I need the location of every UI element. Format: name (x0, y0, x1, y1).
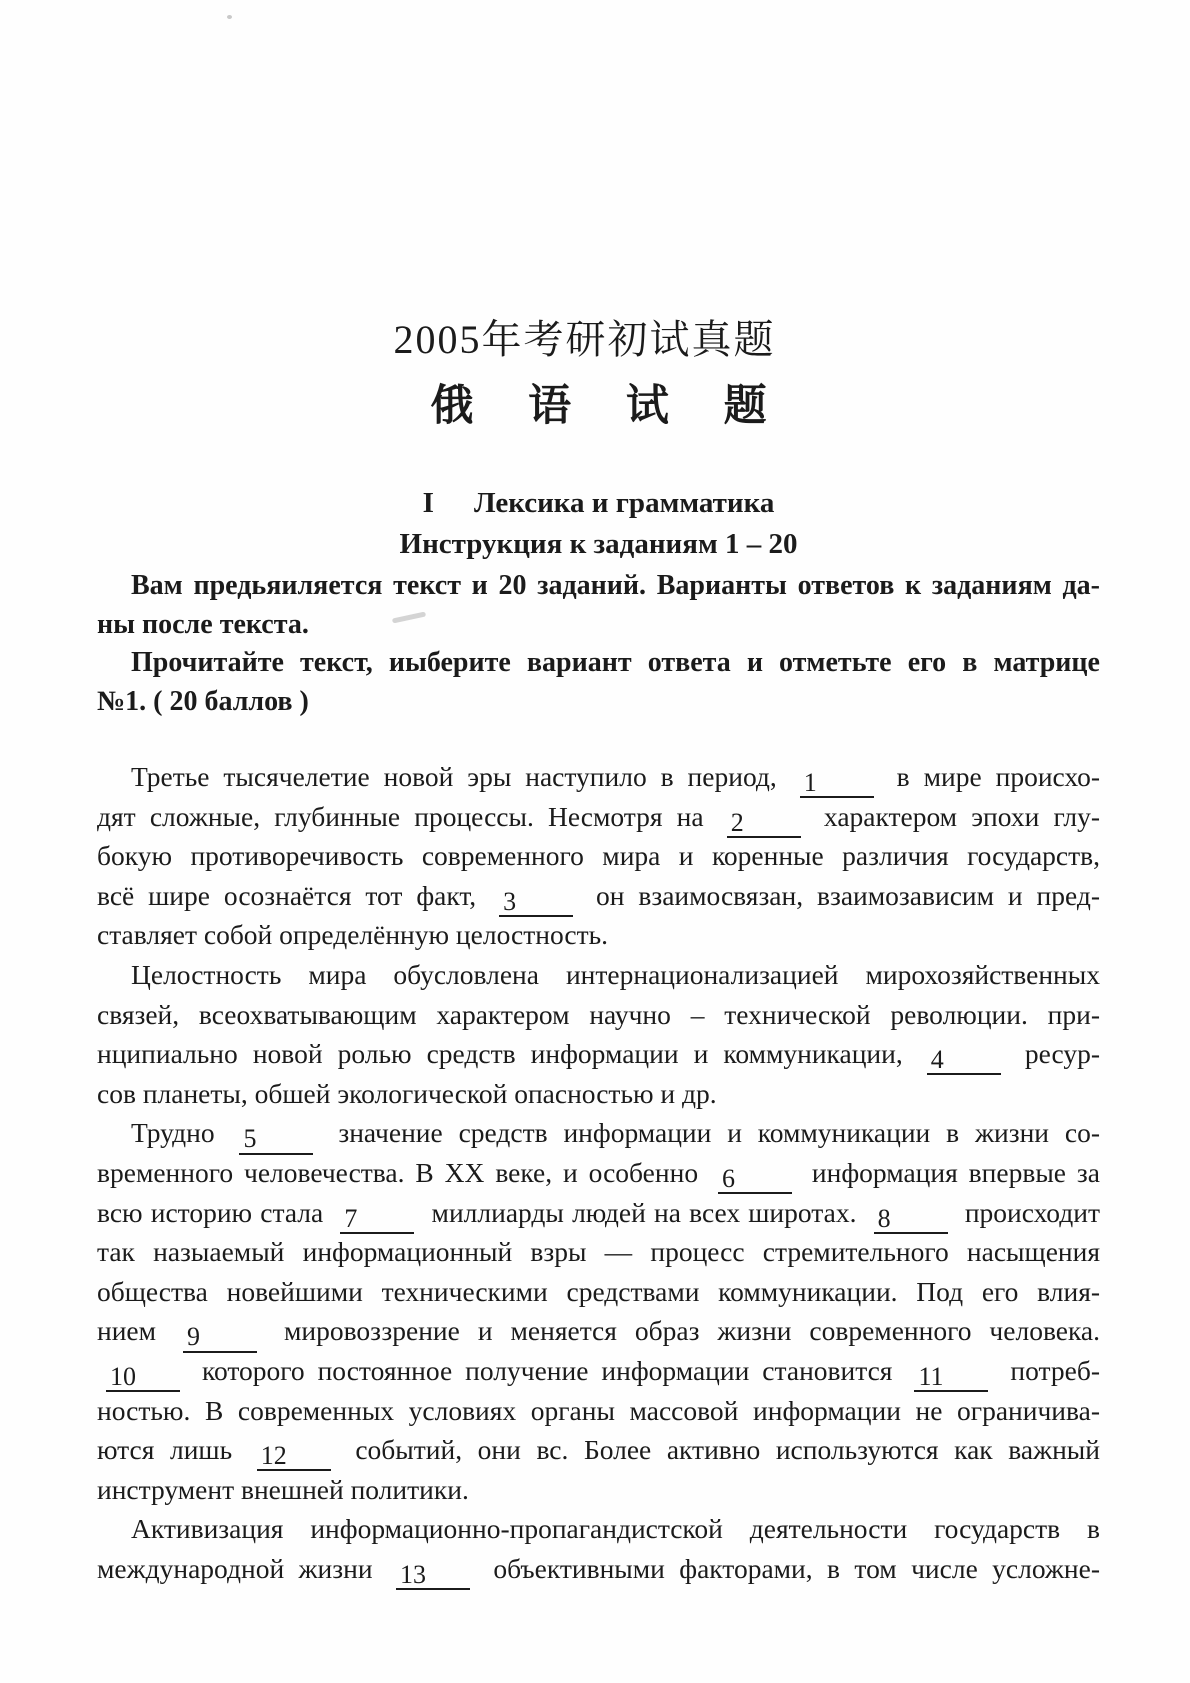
instruction-heading: Инструкция к заданиям 1 – 20 (399, 528, 798, 560)
text-line (97, 955, 1100, 995)
instruction-line (97, 644, 1100, 683)
text-segment: сов планеты, обшей экологической опасностью и др. (97, 1077, 717, 1109)
cloze-blank-3: 3 (499, 888, 573, 917)
cloze-blank-6: 6 (718, 1165, 792, 1194)
text-segment: в мире происхо- (882, 761, 1100, 792)
text-segment: миллиарды людей на всех широтах. (423, 1196, 865, 1228)
instruction-line (97, 606, 1100, 645)
text-line (97, 1509, 1100, 1549)
text-segment: происходит (956, 1196, 1100, 1228)
instruction-line (97, 567, 1100, 606)
text-line (97, 1193, 1100, 1233)
cloze-blank-1: 1 (800, 769, 874, 798)
text-segment: дят сложные, глубинные процессы. Несмотря на (97, 800, 718, 832)
text-line (97, 1549, 1100, 1589)
text-line (97, 1074, 1100, 1114)
text-line (97, 1153, 1100, 1193)
text-segment: Трудно (131, 1117, 231, 1149)
text-segment: общества новейшими техническими средствами коммуникации. Под его влия- (97, 1275, 1100, 1307)
cloze-blank-9: 9 (183, 1323, 257, 1352)
instruction-line (97, 683, 1100, 722)
text-segment: всё шире осознаётся тот факт, (97, 879, 491, 911)
section-title: Лексика и грамматика (473, 487, 775, 519)
cloze-blank-4: 4 (927, 1046, 1001, 1075)
cloze-text-block (97, 757, 1100, 1588)
text-segment: мировоззрение и меняется образ жизни современного человека. (266, 1315, 1100, 1347)
cloze-blank-10: 10 (106, 1363, 180, 1392)
text-segment: так назыаемый информационный взры — процесс стремительного насыщения (97, 1236, 1100, 1268)
text-segment: инструмент внешней политики. (97, 1473, 469, 1505)
text-segment: Активизация информационно-пропагандистской деятельности государств в (131, 1513, 1100, 1545)
text-segment: которого постоянное получение информации становится (189, 1354, 906, 1386)
text-segment: нием (97, 1315, 175, 1347)
text-segment: №1. ( 20 баллов ) (97, 685, 309, 717)
text-line (97, 995, 1100, 1035)
text-line (97, 876, 1100, 916)
document-title: 2005年考研初试真题 (393, 317, 776, 362)
text-segment: событий, они вс. Более активно используются как важный (339, 1434, 1100, 1466)
text-line (97, 1113, 1100, 1153)
text-segment: нципиально новой ролью средств информации и коммуникации, (97, 1038, 918, 1070)
text-line (97, 836, 1100, 876)
text-segment: международной жизни (97, 1552, 387, 1584)
text-segment: объективными факторами, в том числе усложне- (478, 1552, 1101, 1584)
scan-artifact (227, 15, 232, 19)
text-segment: всю историю стала (97, 1196, 332, 1228)
cloze-blank-5: 5 (239, 1125, 313, 1154)
text-line (97, 1351, 1100, 1391)
text-line (97, 757, 1100, 797)
cloze-blank-12: 12 (257, 1442, 331, 1471)
text-line (97, 1470, 1100, 1510)
text-segment: Прочитайте текст, иыберите вариант ответа и отметьте его в матрице (131, 647, 1100, 678)
cloze-blank-13: 13 (396, 1561, 470, 1590)
section-heading (97, 487, 1100, 520)
text-line (97, 1034, 1100, 1074)
text-segment: значение средств информации и коммуникации в жизни со- (322, 1117, 1100, 1149)
cloze-blank-8: 8 (874, 1205, 948, 1234)
text-segment: ностью. В современных условиях органы массовой информации не ограничива- (97, 1394, 1100, 1426)
text-segment: бокую противоречивость современного мира и коренные различия государств, (97, 840, 1100, 872)
cloze-blank-7: 7 (340, 1205, 414, 1234)
text-segment: Целостность мира обусловлена интернационализацией мирохозяйственных (131, 958, 1100, 990)
text-line (97, 1311, 1100, 1351)
text-line (97, 1430, 1100, 1470)
text-line (97, 797, 1100, 837)
text-segment: ются лишь (97, 1434, 248, 1466)
text-segment: ставляет собой определённую целостность. (97, 919, 609, 951)
text-segment: временного человечества. В XX веке, и особенно (97, 1156, 709, 1188)
section-number: I (422, 487, 434, 519)
text-segment: характером эпохи глу- (809, 800, 1100, 832)
text-segment: ресур- (1009, 1038, 1100, 1070)
text-segment: информация впервые за (801, 1156, 1100, 1188)
document-subtitle: 俄 语 试 题 (430, 383, 789, 430)
text-line (97, 915, 1100, 955)
cloze-blank-2: 2 (727, 809, 801, 838)
cloze-blank-11: 11 (914, 1363, 988, 1392)
text-segment: ны после текста. (97, 608, 309, 640)
text-segment: потреб- (997, 1354, 1100, 1386)
text-line (97, 1232, 1100, 1272)
text-segment: он взаимосвязан, взаимозависим и пред- (582, 879, 1100, 911)
text-segment: Вам предьяиляется текст и 20 заданий. Варианты ответов к заданиям да- (131, 570, 1100, 601)
text-line (97, 1391, 1100, 1431)
text-segment: связей, всеохватывающим характером научно – технической революции. при- (97, 998, 1100, 1030)
text-line (97, 1272, 1100, 1312)
instruction-block (97, 567, 1100, 721)
text-segment: Третье тысячелетие новой эры наступило в период, (131, 761, 791, 792)
